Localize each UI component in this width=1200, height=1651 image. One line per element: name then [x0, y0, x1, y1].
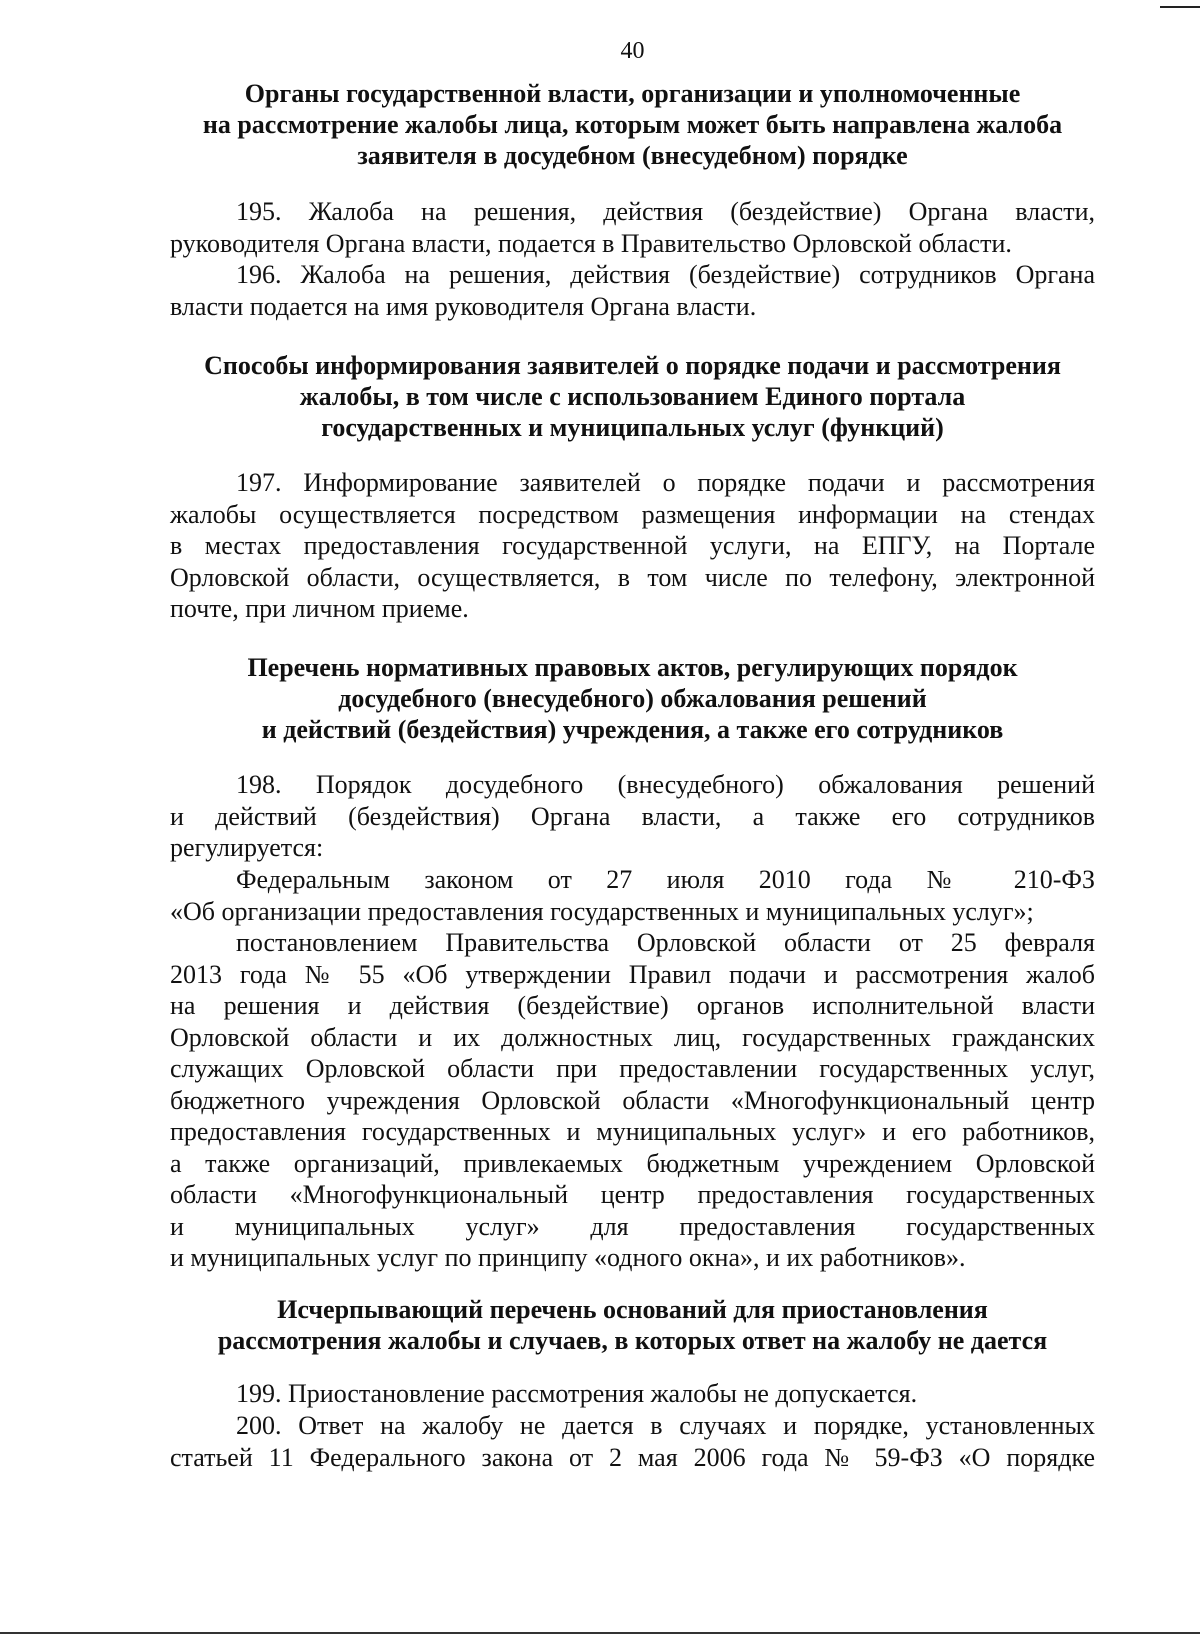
paragraph-line: 195. Жалоба на решения, действия (бездействие) Органа власти, [236, 197, 1095, 226]
paragraph-line: 200. Ответ на жалобу не дается в случаях и порядке, установленных [236, 1411, 1095, 1440]
paragraph-line: 198. Порядок досудебного (внесудебного) обжалования решений [236, 770, 1095, 799]
paragraph-line: и муниципальных услуг» для предоставления государственных [170, 1211, 1095, 1241]
paragraph-line: на решения и действия (бездействие) органов исполнительной власти [170, 991, 1095, 1020]
section-heading-3 [170, 652, 1095, 745]
paragraph-line: статьей 11 Федерального закона от 2 мая 2006 года № 59-ФЗ «О порядке [170, 1442, 1095, 1472]
paragraph-line: Федеральным законом от 27 июля 2010 года № 210-ФЗ [236, 865, 1095, 894]
heading-line: жалобы, в том числе с использованием Единого портала [299, 382, 966, 411]
paragraph-line: 196. Жалоба на решения, действия (бездействие) сотрудников Органа [236, 260, 1095, 289]
paragraph-line: Орловской области, осуществляется, в том числе по телефону, электронной [170, 562, 1095, 592]
page-number: 40 [620, 38, 645, 64]
heading-line: Перечень нормативных правовых актов, регулирующих порядок [247, 653, 1018, 682]
paragraph-line: почте, при личном приеме. [170, 594, 469, 623]
heading-line: досудебного (внесудебного) обжалования решений [338, 684, 927, 713]
paragraph-198 [170, 769, 1095, 864]
paragraph-line: 197. Информирование заявителей о порядке подачи и рассмотрения [236, 468, 1095, 497]
heading-line: Исчерпывающий перечень оснований для приостановления [277, 1295, 988, 1324]
heading-line: рассмотрения жалобы и случаев, в которых ответ на жалобу не дается [217, 1326, 1048, 1355]
paragraph-line: Орловской области и их должностных лиц, государственных гражданских [170, 1022, 1095, 1052]
paragraph-196 [170, 259, 1095, 322]
paragraph-line: 199. Приостановление рассмотрения жалобы не допускается. [236, 1379, 918, 1408]
paragraph-line: регулируется: [170, 833, 324, 862]
paragraph-line: жалобы осуществляется посредством размещения информации на стендах [170, 499, 1095, 529]
paragraph-line: руководителя Органа власти, подается в Правительство Орловской области. [170, 228, 1012, 258]
paragraph-line: а также организаций, привлекаемых бюджетным учреждением Орловской [170, 1148, 1095, 1178]
section-heading-1 [170, 78, 1095, 171]
paragraph-line: 2013 года № 55 «Об утверждении Правил подачи и рассмотрения жалоб [170, 959, 1095, 989]
paragraph-line: и муниципальных услуг по принципу «одного окна», и их работников». [170, 1243, 966, 1272]
paragraph-federal-law [170, 864, 1095, 927]
paragraph-200 [170, 1410, 1095, 1473]
heading-line: на рассмотрение жалобы лица, которым может быть направлена жалоба [202, 110, 1063, 139]
heading-line: Способы информирования заявителей о порядке подачи и рассмотрения [204, 351, 1061, 380]
paragraph-199 [170, 1378, 1095, 1410]
scan-edge-bottom [0, 1632, 1200, 1634]
paragraph-line: области «Многофункциональный центр предоставления государственных [170, 1180, 1095, 1209]
paragraph-line: и действий (бездействия) Органа власти, а также его сотрудников [170, 801, 1095, 831]
heading-line: Органы государственной власти, организации и уполномоченные [244, 79, 1021, 108]
heading-line: заявителя в досудебном (внесудебном) порядке [357, 141, 908, 170]
heading-line: и действий (бездействия) учреждения, а также его сотрудников [261, 715, 1004, 744]
paragraph-197 [170, 467, 1095, 625]
section-heading-4 [170, 1294, 1095, 1356]
paragraph-line: «Об организации предоставления государственных и муниципальных услуг»; [170, 896, 1034, 926]
paragraph-regulation [170, 927, 1095, 1274]
scan-edge-top-right [1160, 6, 1200, 8]
paragraph-line: бюджетного учреждения Орловской области «Многофункциональный центр [170, 1085, 1095, 1115]
paragraph-line: служащих Орловской области при предоставлении государственных услуг, [170, 1054, 1095, 1083]
section-heading-2 [170, 350, 1095, 443]
paragraph-line: постановлением Правительства Орловской области от 25 февраля [236, 928, 1095, 957]
heading-line: государственных и муниципальных услуг (функций) [321, 413, 944, 442]
paragraph-line: предоставления государственных и муниципальных услуг» и его работников, [170, 1117, 1095, 1146]
paragraph-line: власти подается на имя руководителя Органа власти. [170, 291, 757, 321]
paragraph-195 [170, 196, 1095, 259]
paragraph-line: в местах предоставления государственной услуги, на ЕПГУ, на Портале [170, 531, 1095, 560]
